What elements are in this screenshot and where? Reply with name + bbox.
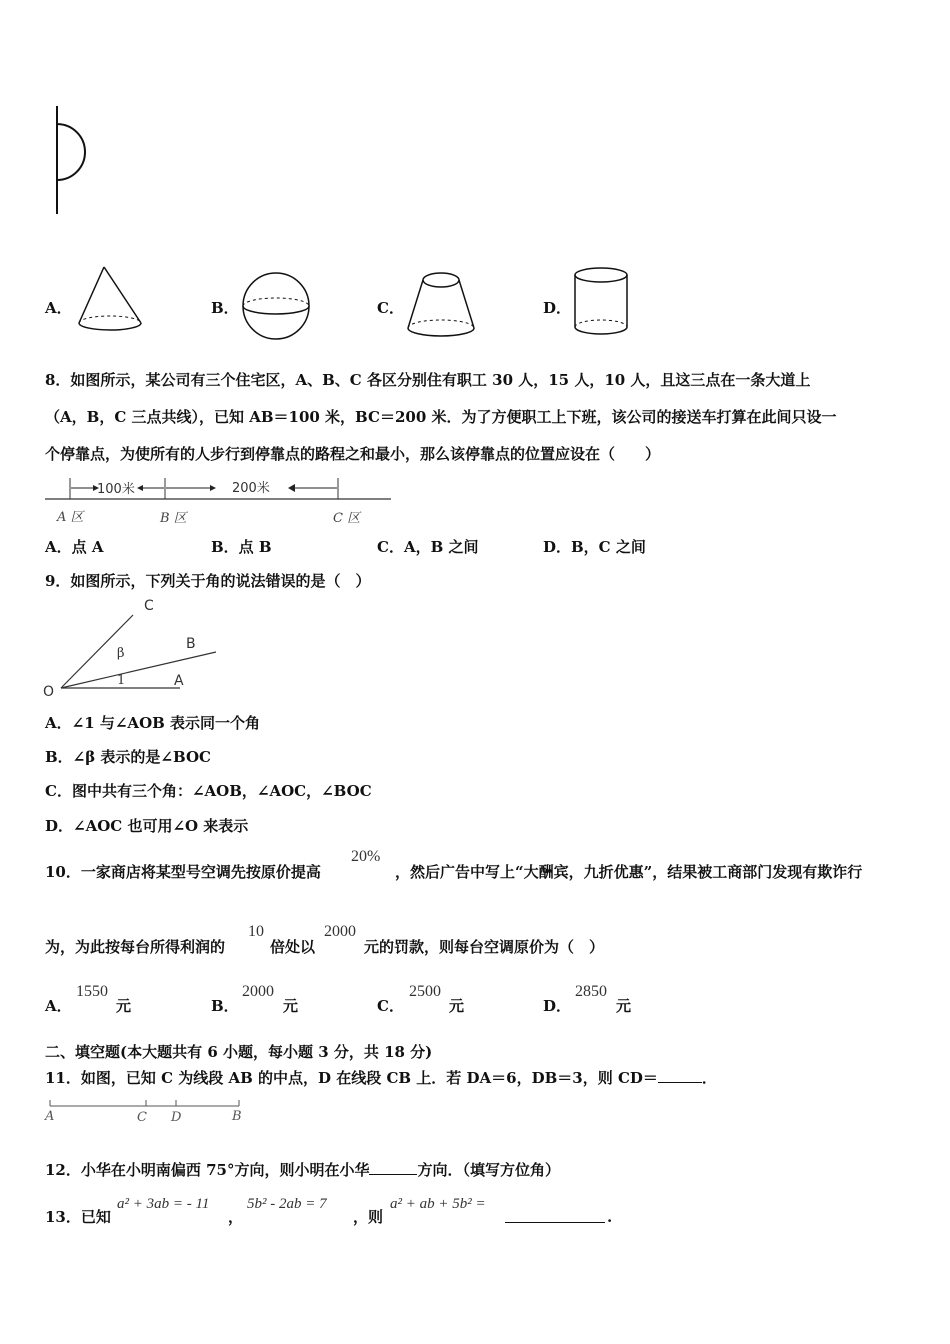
q10-stem-part5: 元的罚款，则每台空调原价为（ ） bbox=[364, 938, 605, 956]
q9-label-a: A bbox=[174, 673, 184, 689]
q8-stem-line1: 8．如图所示，某公司有三个住宅区，A、B、C 各区分别住有职工 30 人，15 人，10 人，且这三点在一条大道上 bbox=[45, 371, 811, 389]
q10-option-c-unit: 元 bbox=[449, 997, 465, 1015]
q10-option-b-value: 2000 bbox=[242, 983, 274, 1000]
q9-option-d: D．∠AOC 也可用∠O 来表示 bbox=[45, 817, 249, 835]
q13-prefix: 13．已知 bbox=[45, 1208, 111, 1226]
q10-option-c-letter: C． bbox=[377, 997, 404, 1015]
cone-icon bbox=[75, 265, 150, 340]
q10-stem-part2: ，然后广告中写上“大酬宾，九折优惠”，结果被工商部门发现有欺诈行 bbox=[395, 863, 863, 881]
q13-comma: ， bbox=[228, 1208, 244, 1226]
q13-end: . bbox=[607, 1208, 613, 1226]
q8-option-a: A．点 A bbox=[45, 538, 104, 556]
q13-answer-blank[interactable] bbox=[505, 1208, 605, 1223]
q10-option-a-letter: A． bbox=[45, 997, 72, 1015]
q11-stem bbox=[45, 1068, 717, 1088]
q12-part1: 12．小华在小明南偏西 75°方向，则小明在小华 bbox=[45, 1161, 370, 1179]
q7-option-c-letter: C． bbox=[377, 299, 404, 317]
q10-percent: 20% bbox=[351, 848, 381, 865]
q9-option-b: B．∠β 表示的是∠BOC bbox=[45, 748, 211, 766]
q9-stem: 9．如图所示，下列关于角的说法错误的是（ ） bbox=[45, 572, 371, 590]
q11-label-c: C bbox=[137, 1110, 147, 1125]
q10-times: 10 bbox=[248, 923, 264, 940]
q10-option-a-unit: 元 bbox=[116, 997, 132, 1015]
q10-option-c-value: 2500 bbox=[409, 983, 441, 1000]
q10-option-a-value: 1550 bbox=[76, 983, 108, 1000]
frustum-icon bbox=[403, 268, 483, 343]
q8-stem-line3: 个停靠点，为使所有的人步行到停靠点的路程之和最小，那么该停靠点的位置应设在（ ） bbox=[45, 445, 661, 463]
q9-label-beta: β bbox=[117, 646, 125, 661]
q11-text: 11．如图，已知 C 为线段 AB 的中点，D 在线段 CB 上．若 DA＝6，DB＝3，则 CD＝ bbox=[45, 1069, 658, 1087]
q11-label-d: D bbox=[171, 1110, 182, 1125]
q9-option-a: A．∠1 与∠AOB 表示同一个角 bbox=[45, 714, 261, 732]
cylinder-icon bbox=[572, 265, 637, 340]
q7-option-a-letter: A． bbox=[45, 299, 72, 317]
q13-expr3: a² + ab + 5b² = bbox=[390, 1196, 486, 1212]
q7-option-d-letter: D． bbox=[543, 299, 572, 317]
q11-label-a: A bbox=[45, 1109, 55, 1124]
q10-option-d-unit: 元 bbox=[616, 997, 632, 1015]
q10-option-b-letter: B． bbox=[211, 997, 239, 1015]
q9-label-b: B bbox=[186, 636, 196, 652]
q10-fine: 2000 bbox=[324, 923, 356, 940]
q12-answer-blank[interactable] bbox=[369, 1160, 417, 1175]
q8-stem-line2: （A，B，C 三点共线），已知 AB＝100 米，BC＝200 米．为了方便职工上下班，该公司的接送车打算在此间只设一 bbox=[45, 408, 837, 426]
q13-mid: ，则 bbox=[353, 1208, 384, 1226]
q9-label-c: C bbox=[144, 598, 154, 614]
q10-option-d-letter: D． bbox=[543, 997, 572, 1015]
q8-option-b: B．点 B bbox=[211, 538, 272, 556]
q12-stem bbox=[45, 1160, 560, 1180]
q8-option-c: C．A，B 之间 bbox=[377, 538, 479, 556]
q13-expr1: a² + 3ab = - 11 bbox=[117, 1196, 210, 1212]
sphere-icon bbox=[240, 268, 315, 343]
q11-answer-blank[interactable] bbox=[658, 1068, 702, 1083]
q10-option-d-value: 2850 bbox=[575, 983, 607, 1000]
q8-distance-ab: 100米 bbox=[97, 482, 135, 497]
section-heading: 二、填空题(本大题共有 6 小题，每小题 3 分，共 18 分) bbox=[45, 1043, 433, 1061]
q10-option-b-unit: 元 bbox=[283, 997, 299, 1015]
q13-expr2: 5b² - 2ab = 7 bbox=[247, 1196, 327, 1212]
q8-label-b: B 区 bbox=[160, 511, 187, 526]
semicircle-figure bbox=[50, 100, 90, 220]
q10-stem-part3: 为，为此按每台所得利润的 bbox=[45, 938, 226, 956]
q9-label-o: O bbox=[43, 684, 55, 700]
q11-end: ． bbox=[701, 1069, 717, 1087]
q10-stem-part4: 倍处以 bbox=[270, 938, 316, 956]
q8-option-d: D．B，C 之间 bbox=[543, 538, 646, 556]
q8-label-c: C 区 bbox=[333, 511, 361, 526]
q7-option-b-letter: B． bbox=[211, 299, 239, 317]
q11-label-b: B bbox=[232, 1109, 242, 1124]
q9-option-c: C．图中共有三个角：∠AOB，∠AOC，∠BOC bbox=[45, 782, 372, 800]
q9-label-one: 1 bbox=[117, 673, 126, 688]
q10-stem-part1: 10．一家商店将某型号空调先按原价提高 bbox=[45, 863, 321, 881]
q8-distance-bc: 200米 bbox=[232, 481, 270, 496]
q12-part2: 方向．（填写方位角） bbox=[417, 1161, 560, 1179]
q8-label-a: A 区 bbox=[57, 510, 84, 525]
